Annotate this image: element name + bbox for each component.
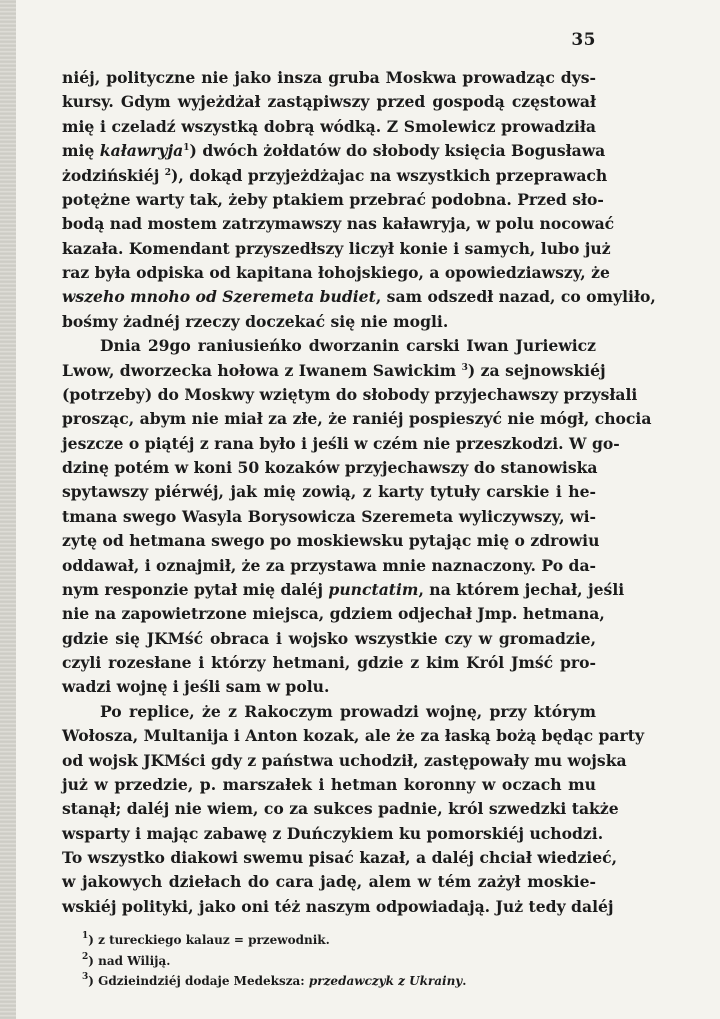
italic-phrase: kaławryja <box>99 141 184 161</box>
text-line <box>62 383 638 407</box>
line-text: wadzi wojnę i jeśli sam w polu. <box>62 677 330 697</box>
footnote-text: ) nad Wiliją. <box>88 953 171 968</box>
text-line <box>62 115 596 139</box>
text-line <box>62 846 618 870</box>
footnote-text: ) z tureckiego kalauz = przewodnik. <box>88 933 330 947</box>
text-line <box>62 285 656 309</box>
text-line <box>62 749 627 773</box>
text-line <box>62 212 615 236</box>
text-line <box>62 602 605 626</box>
text-line <box>62 822 604 846</box>
footnote-text: przedawczyk z Ukrainy <box>308 974 463 988</box>
text-line <box>62 139 606 163</box>
text-line <box>62 456 596 480</box>
text-line <box>62 675 596 699</box>
line-text: żodzińskiéj <box>62 165 165 185</box>
line-text: Dnia 29go raniusieńko dworzanin carski Iwan Juriewicz <box>100 336 596 356</box>
text-line <box>62 359 606 383</box>
text-line <box>62 66 596 90</box>
line-text: wskiéj polityki, jako oni téż naszym odpowiadają. Już tedy daléj <box>62 896 614 916</box>
text-line <box>62 407 652 431</box>
text-line <box>62 90 596 114</box>
text-line <box>62 310 596 334</box>
footnote-ref: 3 <box>461 362 468 373</box>
line-text: stanął; daléj nie wiem, co za sukces padnie, król szwedzki także <box>62 799 619 819</box>
line-text: To wszystko diakowi swemu pisać kazał, a daléj chciał wiedzieć, <box>62 848 618 867</box>
text-line <box>62 164 608 188</box>
line-text: nie na zapowietrzone miejsca, gdziem odjechał Jmp. hetmana, <box>62 604 605 624</box>
footnote-text: ) Gdzieindziéj dodaje Medeksza: <box>88 974 309 988</box>
line-text: mię <box>62 141 100 161</box>
line-text: bodą nad mostem zatrzymawszy nas kaławryja, w polu nocować <box>62 214 615 234</box>
text-line <box>62 529 600 553</box>
line-text: Po replice, że z Rakoczym prowadzi wojnę, przy którym <box>100 701 596 721</box>
line-text: spytawszy piérwéj, jak mię zowią, z karty tytuły carskie i he- <box>62 482 596 502</box>
text-line <box>62 554 596 578</box>
line-text: zytę od hetmana swego po moskiewsku pytając mię o zdrowiu <box>62 531 600 551</box>
line-text: prosząc, abym nie miał za złe, że raniéj pospieszyć nie mógł, chocia <box>62 409 652 429</box>
line-text: , sam odszedł nazad, co omyliło, <box>375 287 656 307</box>
italic-phrase: wszeho mnoho od Szeremeta budiet <box>62 287 376 307</box>
line-text: ) za sejnowskiéj <box>467 360 606 380</box>
line-text: bośmy żadnéj rzeczy doczekać się nie mogli. <box>62 311 449 331</box>
text-line <box>62 870 596 894</box>
line-text: od wojsk JKMści gdy z państwa uchodził, zastępowały mu wojska <box>62 750 627 770</box>
text-line <box>62 797 619 821</box>
line-text: tmana swego Wasyla Borysowicza Szeremeta wyliczywszy, wi- <box>62 506 596 526</box>
text-line <box>62 480 596 504</box>
footnote-number: 1 <box>82 931 89 941</box>
line-text: ), dokąd przyjeżdżajac na wszystkich przeprawach <box>171 165 608 185</box>
footnotes <box>82 930 582 992</box>
text-line <box>62 237 611 261</box>
line-text: oddawał, i oznajmił, że za przystawa mnie naznaczony. Po da- <box>62 555 597 575</box>
footnote-number: 2 <box>82 951 89 962</box>
line-text: potężne warty tak, żeby ptakiem przebrać podobna. Przed sło- <box>62 189 604 209</box>
line-text: niéj, polityczne nie jako insza gruba Moskwa prowadząc dys- <box>62 68 596 87</box>
line-text: czyli rozesłane i którzy hetmani, gdzie z kim Król Jmść pro- <box>62 653 596 672</box>
line-text: jeszcze o piątéj z rana było i jeśli w czém nie przeszkodzi. W go- <box>62 433 620 453</box>
line-text: nym responzie pytał mię daléj <box>62 579 329 599</box>
footnote <box>82 971 582 992</box>
footnote <box>82 951 582 972</box>
text-line <box>62 505 596 529</box>
footnote-ref: 1 <box>183 143 190 154</box>
line-text: gdzie się JKMść obraca i wojsko wszystkie czy w gromadzie, <box>62 628 596 648</box>
footnote <box>82 930 582 951</box>
text-line <box>62 627 596 651</box>
text-line <box>62 261 610 285</box>
line-text: dzinę potém w koni 50 kozaków przyjechawszy do stanowiska <box>62 458 598 477</box>
line-text: Wołosza, Multanija i Anton kozak, ale że za łaską bożą będąc party <box>62 726 645 746</box>
text-line <box>62 188 604 212</box>
line-text: mię i czeladź wszystką dobrą wódką. Z Smolewicz prowadziła <box>62 116 596 136</box>
body-text <box>62 66 656 919</box>
italic-phrase: punctatim <box>328 579 419 599</box>
text-line <box>62 578 625 602</box>
text-line <box>62 724 645 748</box>
line-text: już w przedzie, p. marszałek i hetman koronny w oczach mu <box>62 774 596 794</box>
footnote-text: . <box>462 974 467 988</box>
text-line <box>62 334 596 358</box>
text-line <box>62 895 614 919</box>
line-text: wsparty i mając zabawę z Duńczykiem ku pomorskiéj uchodzi. <box>62 823 604 843</box>
text-line <box>62 432 620 456</box>
line-text: Lwow, dworzecka hołowa z Iwanem Sawickim <box>62 360 462 380</box>
text-line <box>62 700 596 724</box>
line-text: kazała. Komendant przyszedłszy liczył konie i samych, lubo już <box>62 238 611 258</box>
page-number: 35 <box>571 30 596 50</box>
text-line <box>62 651 596 675</box>
line-text: kursy. Gdym wyjeżdżał zastąpiwszy przed gospodą częstował <box>62 92 596 112</box>
line-text: ) dwóch żołdatów do słobody księcia Bogusława <box>189 141 606 161</box>
footnote-ref: 2 <box>164 167 172 178</box>
line-text: , na którem jechał, jeśli <box>418 579 625 599</box>
line-text: w jakowych dziełach do cara jadę, alem w tém zażył moskie- <box>62 872 596 892</box>
text-line <box>62 773 596 797</box>
line-text: raz była odpiska od kapitana łohojskiego, a opowiedziawszy, że <box>62 263 610 282</box>
footnote-number: 3 <box>82 972 89 982</box>
line-text: (potrzeby) do Moskwy wziętym do słobody przyjechawszy przysłali <box>62 384 638 404</box>
